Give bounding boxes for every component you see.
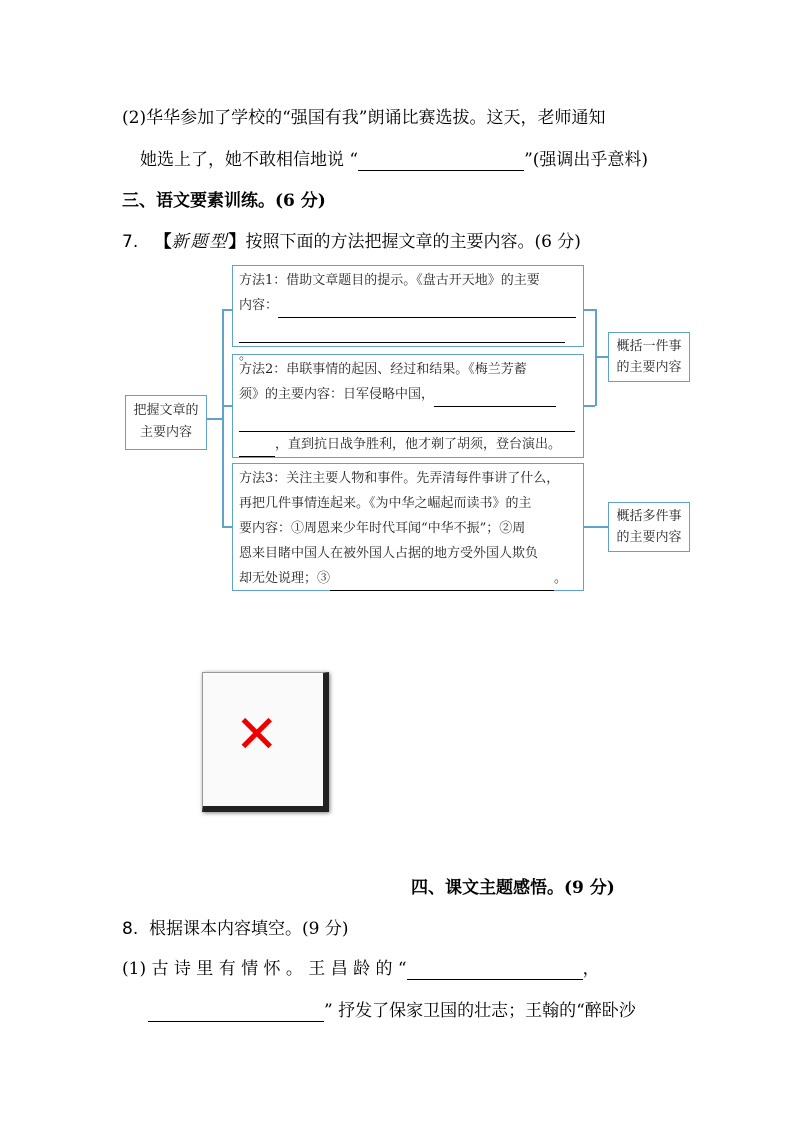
diagram-root	[125, 395, 207, 450]
summary1-line2: 的主要内容	[616, 360, 682, 375]
section3-title: 三、语文要素训练。(6 分)	[122, 191, 326, 211]
method3-line3: 要内容：①周恩来少年时代耳闻“中华不振”；②周	[239, 521, 526, 536]
method3-line2: 再把几件事情连起来。《为中华之崛起而读书》的主	[239, 496, 532, 511]
broken-image-icon	[202, 672, 329, 812]
q7-bracket-close: 】	[228, 232, 246, 252]
q2-answer-blank[interactable]	[358, 153, 524, 171]
method2-line1: 方法2：串联事情的起因、经过和结果。《梅兰芳蓄	[239, 362, 527, 377]
method2-box	[232, 354, 584, 458]
connector	[222, 405, 232, 407]
method2-line4: ，直到抗日战争胜利，他才剃了胡须，登台演出。	[239, 432, 577, 457]
q8-question	[122, 918, 349, 940]
summary2-box	[608, 502, 690, 552]
connector	[595, 356, 608, 358]
method1-blank2[interactable]	[239, 327, 565, 343]
section4-title: 四、课文主题感悟。(9 分)	[411, 878, 615, 898]
method2-line2: 须》的主要内容：日军侵略中国，	[239, 382, 577, 407]
q2-line2	[140, 149, 648, 171]
method1-line3: 。	[239, 318, 577, 368]
summary2-line2: 的主要内容	[616, 530, 682, 545]
q8-sub1-line2: ” 抒发了保家卫国的壮志；王翰的“醉卧沙	[148, 1000, 636, 1022]
q8-sub1-line1: (1) 古 诗 里 有 情 怀 。 王 昌 龄 的 “ ，	[122, 959, 600, 979]
connector	[222, 309, 232, 311]
method2-blank2[interactable]	[239, 416, 575, 432]
connector	[222, 526, 232, 528]
method2-blank1[interactable]	[434, 391, 556, 407]
method1-blank1[interactable]	[278, 302, 576, 318]
q7-text: 按照下面的方法把握文章的主要内容。(6 分)	[245, 232, 581, 252]
method2-blank3[interactable]	[239, 441, 275, 457]
connector	[595, 309, 597, 406]
connector	[584, 309, 595, 311]
q7-number: 7.	[122, 232, 139, 252]
method3-line4: 恩来目睹中国人在被外国人占据的地方受外国人欺负	[239, 546, 539, 561]
method1-line1: 方法1：借助文章题目的提示。《盘古开天地》的主要	[239, 273, 540, 288]
method3-line5: 却无处说理；③ 。	[239, 566, 577, 591]
method1-line2: 内容：	[239, 293, 577, 318]
summary2-line1: 概括多件事	[616, 509, 682, 524]
q2-line2-prefix: 她选上了，她不敢相信地说 “	[140, 150, 359, 170]
q2-line1: (2)华华参加了学校的“强国有我”朗诵比赛选拔。这天，老师通知	[122, 108, 606, 128]
method1-box	[232, 265, 584, 363]
method2-line3	[239, 407, 577, 432]
q8-text: 根据课本内容填空。(9 分)	[149, 919, 349, 939]
root-line1: 把握文章的	[133, 403, 199, 418]
connector	[584, 526, 608, 528]
q2-line2-suffix: ”(强调出乎意料)	[524, 150, 649, 170]
method3-blank[interactable]	[330, 575, 554, 591]
summary1-line1: 概括一件事	[616, 339, 682, 354]
method3-line1: 方法3：关注主要人物和事件。先弄清每件事讲了什么，	[239, 471, 560, 486]
q8-blank1[interactable]	[407, 962, 583, 980]
broken-image-x-icon: ✕	[235, 705, 279, 765]
q8-blank2[interactable]	[148, 1004, 324, 1022]
method3-box	[232, 463, 584, 591]
q8-number: 8.	[122, 919, 139, 939]
summary1-box	[608, 332, 690, 382]
q7-bracket-open: 【	[154, 232, 172, 252]
root-line2: 主要内容	[139, 425, 192, 440]
connector	[207, 418, 223, 420]
connector	[222, 309, 224, 527]
q7-question	[122, 231, 581, 253]
connector	[584, 405, 595, 407]
q7-tag: 新题型	[171, 232, 229, 252]
